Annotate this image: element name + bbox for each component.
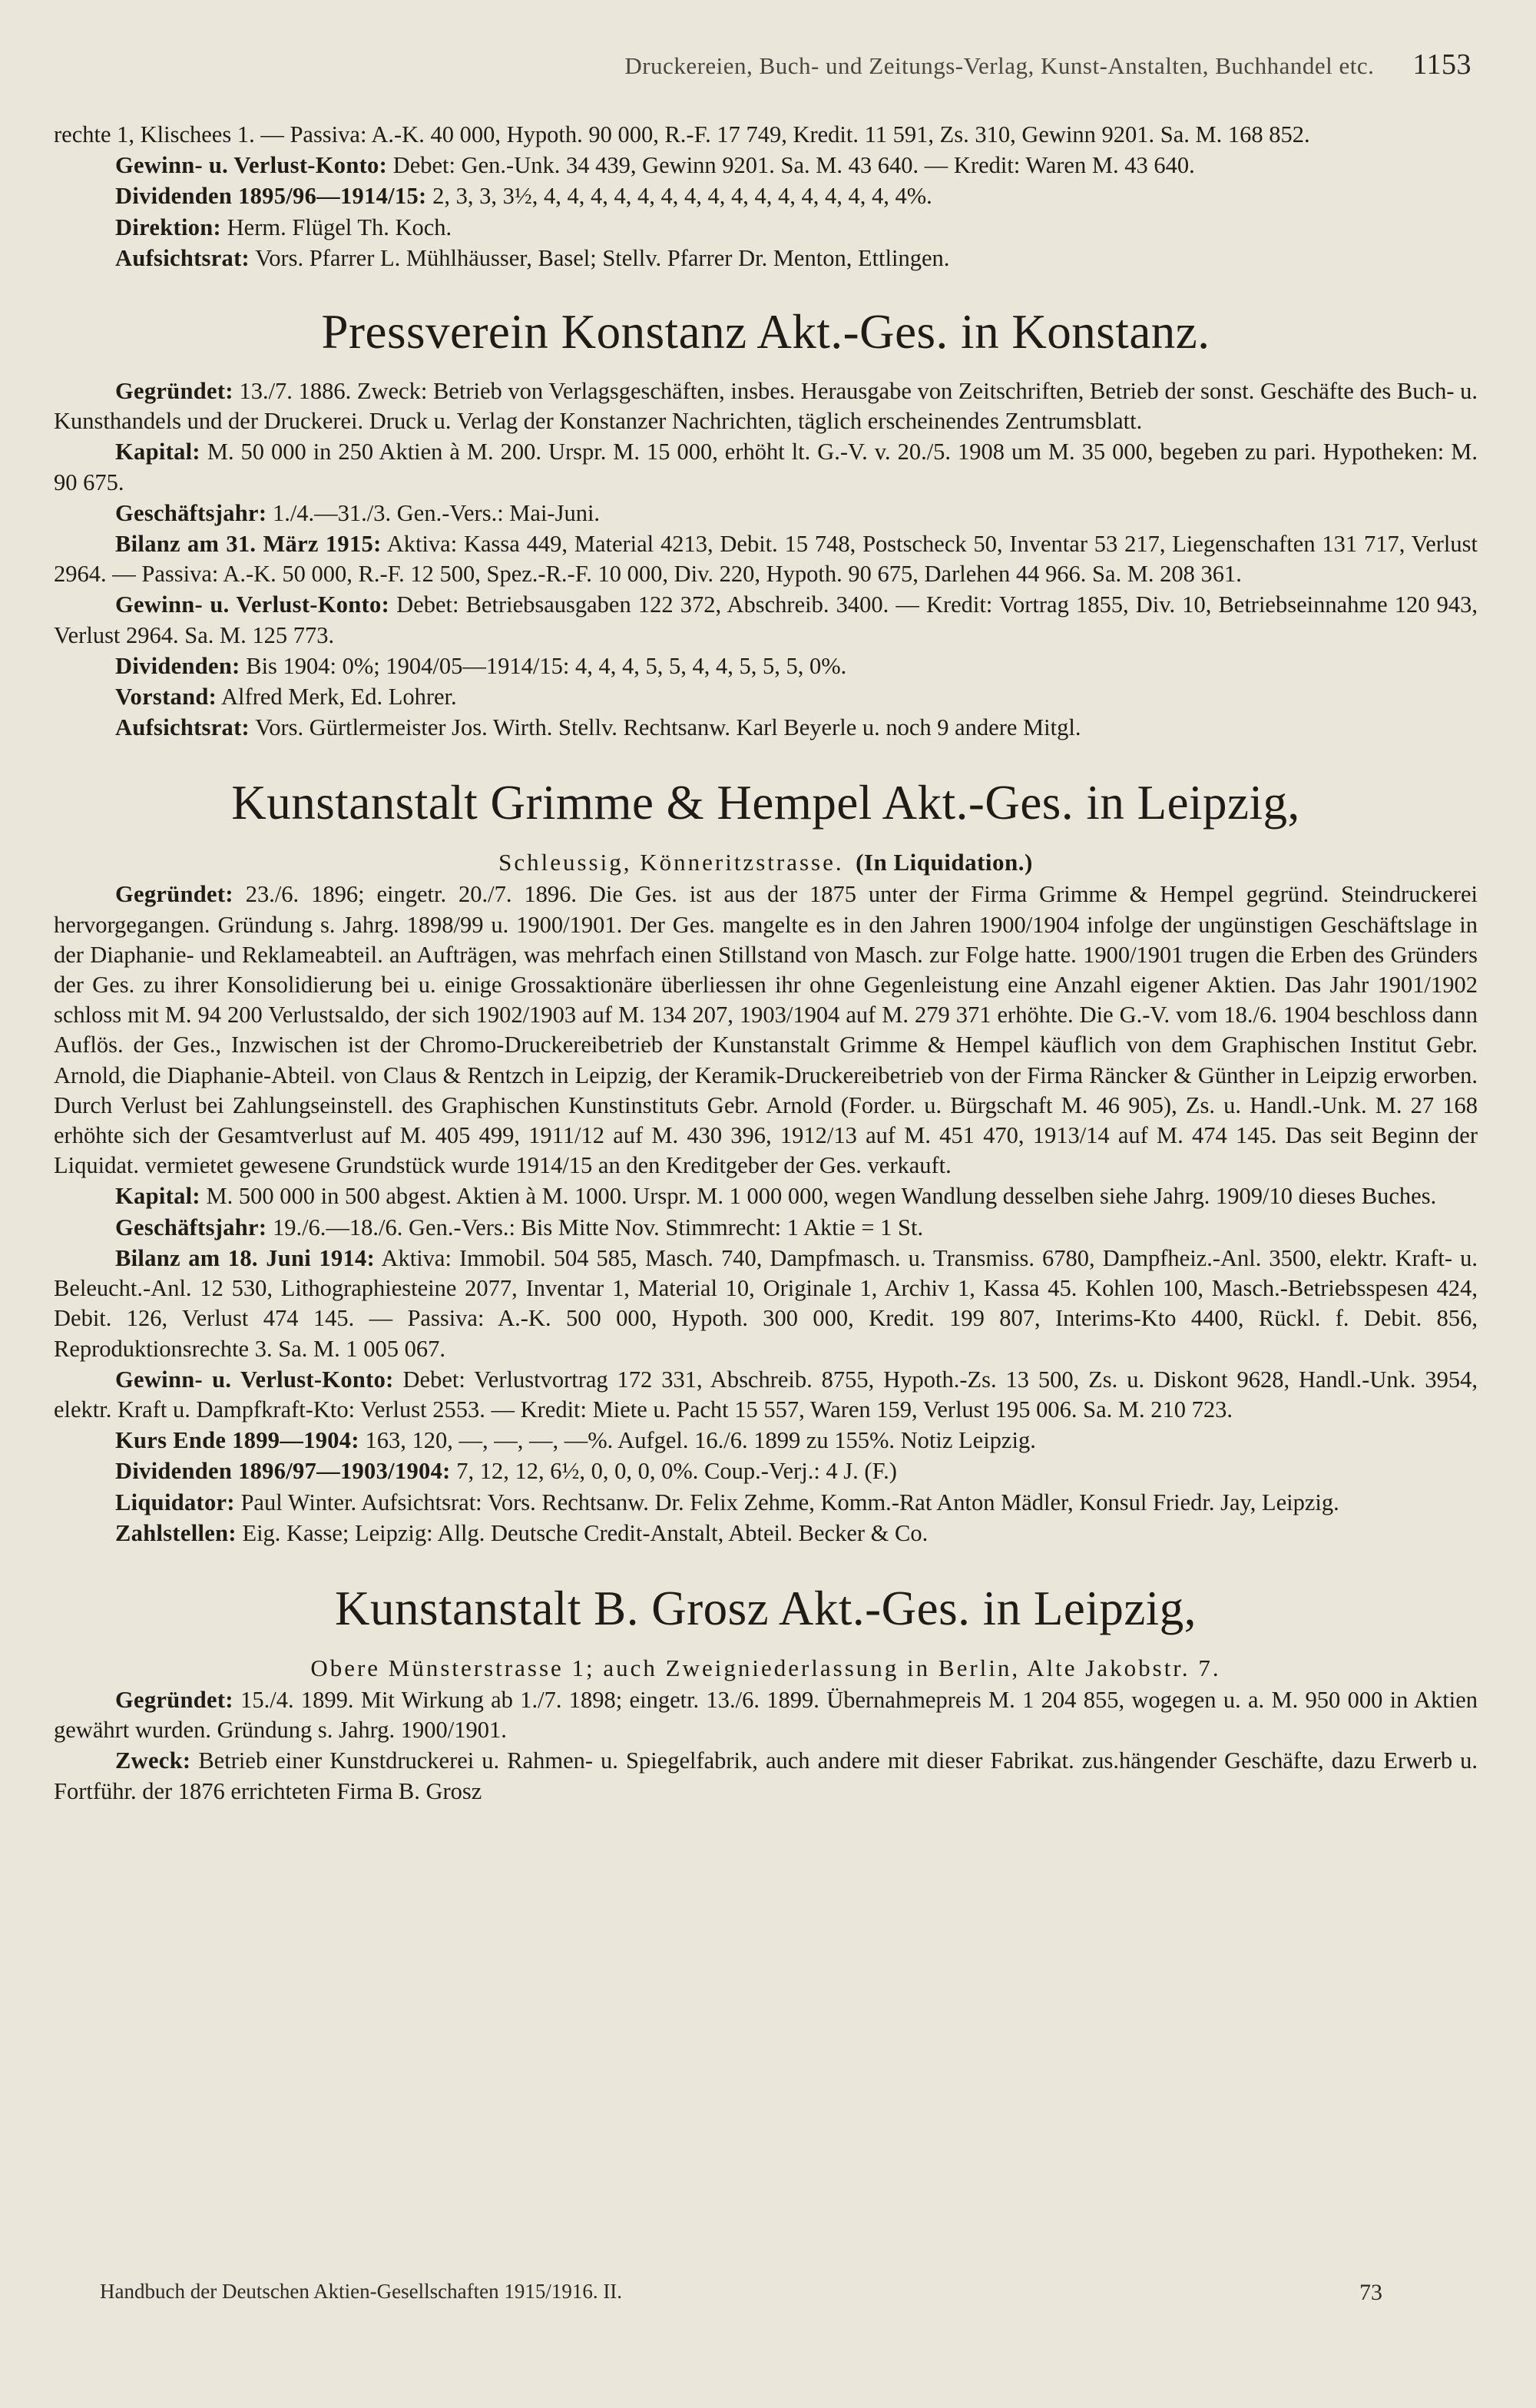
page-number: 1153 [1412,48,1471,81]
running-head [54,48,1478,92]
entry-label: Gegründet: [115,378,233,405]
entry-paragraph [54,651,1478,681]
entry-paragraph [54,1244,1478,1364]
company-entry-pressverein [54,303,1478,743]
entry-label: Gegründet: [115,881,233,908]
entry-paragraph [54,213,1478,243]
entry-paragraph [54,879,1478,1181]
entry-label: Gewinn- u. Verlust-Konto: [115,1366,394,1393]
entry-text: 7, 12, 12, 6½, 0, 0, 0, 0%. Coup.-Verj.: 4 J. (F.) [456,1458,897,1485]
entry-label: Kapital: [115,1183,200,1210]
entry-label: Zahlstellen: [115,1519,237,1546]
entry-label: Dividenden 1895/96—1914/15: [115,183,427,210]
entry-paragraph [54,1456,1478,1486]
entry-text: 1./4.—31./3. Gen.-Vers.: Mai-Juni. [272,499,601,526]
entry-text: Debet: Betriebsausgaben 122 372, Abschreib. 3400. — Kredit: Vortrag 1855, Div. 10, Betriebseinnahme 120 943, Verlust 2964. Sa. M. 125 773. [54,591,1478,648]
entry-paragraph [54,713,1478,743]
company-address-line [54,1653,1478,1684]
company-address: Schleussig, Könneritzstrasse. [498,849,844,876]
entry-paragraph [54,243,1478,273]
entry-label: Zweck: [115,1747,191,1774]
entry-paragraph [54,498,1478,528]
company-address: Obere Münsterstrasse 1; auch Zweigniederlassung in Berlin, Alte Jakobstr. 7. [310,1654,1221,1681]
running-head-title: Druckereien, Buch- und Zeitungs-Verlag, Kunst-Anstalten, Buchhandel etc. [624,52,1375,79]
entry-label: Liquidator: [115,1489,235,1515]
entry-text: Aktiva: Kassa 449, Material 4213, Debit. 15 748, Postscheck 50, Inventar 53 217, Liegenschaften 131 717, Verlust 2964. — Passiva: A.-K. 50 000, R.-F. 12 500, Spez.-R.-F. 10 000, Div. 220, Hypoth. 90 675, Darlehen 44 966. Sa. M. 208 361. [54,531,1478,588]
entry-paragraph [54,181,1478,211]
entry-text: 2, 3, 3, 3½, 4, 4, 4, 4, 4, 4, 4, 4, 4, 4, 4, 4, 4, 4, 4, 4%. [432,183,932,210]
entry-text: Aktiva: Immobil. 504 585, Masch. 740, Dampfmasch. u. Transmiss. 6780, Dampfheiz.-Anl. 3500, elektr. Kraft- u. Beleucht.-Anl. 12 530, Lithographiesteine 2077, Inventar 1, Material 10, Originale 1, Archiv 1, Kassa 45. Kohlen 100, Masch.-Betriebsspesen 424, Debit. 126, Verlust 474 145. — Passiva: A.-K. 500 000, Hypoth. 300 000, Kredit. 199 807, Interims-Kto 4400, Rückl. f. Debit. 856, Reproduktionsrechte 3. Sa. M. 1 005 067. [54,1244,1478,1362]
entry-paragraph [54,1685,1478,1745]
entry-paragraph [54,376,1478,436]
entry-text: Vors. Gürtlermeister Jos. Wirth. Stellv. Rechtsanw. Karl Beyerle u. noch 9 andere Mitgl. [255,714,1081,741]
entry-text: 15./4. 1899. Mit Wirkung ab 1./7. 1898; eingetr. 13./6. 1899. Übernahmepreis M. 1 204 855, wogegen u. a. M. 950 000 in Aktien gewährt wurden. Gründung s. Jahrg. 1900/1901. [54,1686,1478,1744]
previous-entry-continuation [54,120,1478,273]
entry-text: 23./6. 1896; eingetr. 20./7. 1896. Die Ges. ist aus der 1875 unter der Firma Grimme & Hempel gegründ. Steindruckerei hervorgegangen. Gründung s. Jahrg. 1898/99 u. 1900/1901. Der Ges. mangelte es in den Jahren 1900/1904 infolge der ungünstigen Geschäftslage in der Diaphanie- und Reklameabteil. an Aufträgen, was mehrfach einen Stillstand von Masch. zur Folge hatte. 1900/1901 trugen die Erben des Gründers der Ges. zu ihrer Konsolidierung bei u. einige Grossaktionäre überliessen ihr ohne Gegenleistung eine Anzahl eigener Aktien. Das Jahr 1901/1902 schloss mit M. 94 200 Verlustsaldo, der sich 1902/1903 auf M. 134 207, 1903/1904 auf M. 279 371 erhöhte. Die G.-V. vom 18./6. 1904 beschloss dann Auflös. der Ges., Inzwischen ist der Chromo-Druckereibetrieb der Kunstanstalt Grimme & Hempel käuflich von dem Graphischen Institut Gebr. Arnold, die Diaphanie-Abteil. von Claus & Rentzch in Leipzig, der Keramik-Druckereibetrieb von der Firma Räncker & Günther in Leipzig erworben. Durch Verlust bei Zahlungseinstell. des Graphischen Kunstinstituts Gebr. Arnold (Forder. u. Bürgschaft M. 46 905), Zs. u. Handl.-Unk. M. 27 168 erhöhte sich der Gesamtverlust auf M. 405 499, 1911/12 auf M. 430 396, 1912/13 auf M. 451 470, 1913/14 auf M. 474 145. Das seit Beginn der Liquidat. vermietet gewesene Grundstück wurde 1914/15 an den Kreditgeber der Ges. verkauft. [54,881,1478,1179]
entry-paragraph [54,1746,1478,1806]
entry-text: Debet: Gen.-Unk. 34 439, Gewinn 9201. Sa. M. 43 640. — Kredit: Waren M. 43 640. [392,152,1195,179]
entry-text: Bis 1904: 0%; 1904/05—1914/15: 4, 4, 4, 5, 5, 4, 4, 5, 5, 5, 0%. [246,652,847,679]
company-entry-grosz [54,1579,1478,1807]
entry-paragraph [54,1426,1478,1456]
footer-signature: 73 [1359,2280,1382,2305]
entry-paragraph [54,120,1478,150]
entry-text: M. 50 000 in 250 Aktien à M. 200. Urspr. M. 15 000, erhöht lt. G.-V. v. 20./5. 1908 um M. 35 000, begeben zu pari. Hypotheken: M. 90 675. [54,439,1478,495]
entry-label: Kapital: [115,439,200,465]
entry-paragraph [54,1181,1478,1211]
entry-text: Vors. Pfarrer L. Mühlhäusser, Basel; Stellv. Pfarrer Dr. Menton, Ettlingen. [255,244,950,271]
entry-paragraph [54,1213,1478,1243]
entry-label: Dividenden: [115,652,240,679]
entry-text: Alfred Merk, Ed. Lohrer. [221,684,457,710]
entry-label: Geschäftsjahr: [115,499,267,526]
entry-label: Vorstand: [115,684,217,710]
entry-label: Gegründet: [115,1686,233,1713]
entry-label: Aufsichtsrat: [115,244,250,271]
entry-text: Herm. Flügel Th. Koch. [227,214,452,240]
entry-text: Paul Winter. Aufsichtsrat: Vors. Rechtsanw. Dr. Felix Zehme, Komm.-Rat Anton Mädler, Konsul Friedr. Jay, Leipzig. [240,1489,1339,1515]
entry-label: Direktion: [115,214,221,240]
entry-text: 163, 120, —, —, —, —%. Aufgel. 16./6. 1899 zu 155%. Notiz Leipzig. [365,1427,1036,1454]
entry-paragraph [54,682,1478,712]
entry-paragraph [54,1519,1478,1548]
entry-label: Gewinn- u. Verlust-Konto: [115,591,390,618]
entry-paragraph [54,529,1478,589]
entry-label: Bilanz am 18. Juni 1914: [115,1244,376,1271]
entry-paragraph [54,1365,1478,1425]
page-footer [100,2280,1382,2306]
entry-text: Betrieb einer Kunstdruckerei u. Rahmen- u. Spiegelfabrik, auch andere mit dieser Fabrikat. zus.hängender Geschäfte, dazu Erwerb u. Fortführ. der 1876 errichteten Firma B. Grosz [54,1747,1478,1804]
entry-paragraph [54,590,1478,650]
entry-text: 19./6.—18./6. Gen.-Vers.: Bis Mitte Nov. Stimmrecht: 1 Aktie = 1 St. [272,1214,924,1240]
entry-text: Debet: Verlustvortrag 172 331, Abschreib. 8755, Hypoth.-Zs. 13 500, Zs. u. Diskont 9628, Handl.-Unk. 3954, elektr. Kraft u. Dampfkraft-Kto: Verlust 2553. — Kredit: Miete u. Pacht 15 557, Waren 159, Verlust 195 006. Sa. M. 210 723. [54,1366,1478,1423]
footer-publication: Handbuch der Deutschen Aktien-Gesellschaften 1915/1916. II. [100,2280,623,2303]
liquidation-status: (In Liquidation.) [856,849,1033,876]
entry-paragraph [54,151,1478,181]
entry-text: 13./7. 1886. Zweck: Betrieb von Verlagsgeschäften, insbes. Herausgabe von Zeitschriften, Betrieb der sonst. Geschäfte des Buch- u. Kunsthandels und der Druckerei. Druck u. Verlag der Konstanzer Nachrichten, täglich erscheinendes Zentrumsblatt. [54,378,1478,435]
company-address-line [54,847,1478,878]
entry-label: Dividenden 1896/97—1903/1904: [115,1458,451,1485]
entry-paragraph [54,437,1478,497]
entry-text: rechte 1, Klischees 1. — Passiva: A.-K. 40 000, Hypoth. 90 000, R.-F. 17 749, Kredit. 11 591, Zs. 310, Gewinn 9201. Sa. M. 168 852. [54,121,1310,147]
entry-label: Geschäftsjahr: [115,1214,267,1240]
entry-label: Aufsichtsrat: [115,714,250,741]
entry-text: Eig. Kasse; Leipzig: Allg. Deutsche Credit-Anstalt, Abteil. Becker & Co. [242,1519,929,1546]
company-title: Pressverein Konstanz Akt.-Ges. in Konstanz. [321,305,1210,359]
company-entry-grimme-hempel [54,773,1478,1548]
entry-label: Gewinn- u. Verlust-Konto: [115,152,388,179]
entry-text: M. 500 000 in 500 abgest. Aktien à M. 1000. Urspr. M. 1 000 000, wegen Wandlung desselben siehe Jahrg. 1909/10 dieses Buches. [206,1183,1437,1210]
company-title: Kunstanstalt Grimme & Hempel Akt.-Ges. in Leipzig, [231,776,1300,830]
entry-paragraph [54,1488,1478,1518]
entry-label: Kurs Ende 1899—1904: [115,1427,359,1454]
entry-label: Bilanz am 31. März 1915: [115,531,382,558]
company-title: Kunstanstalt B. Grosz Akt.-Ges. in Leipzig, [334,1581,1197,1635]
